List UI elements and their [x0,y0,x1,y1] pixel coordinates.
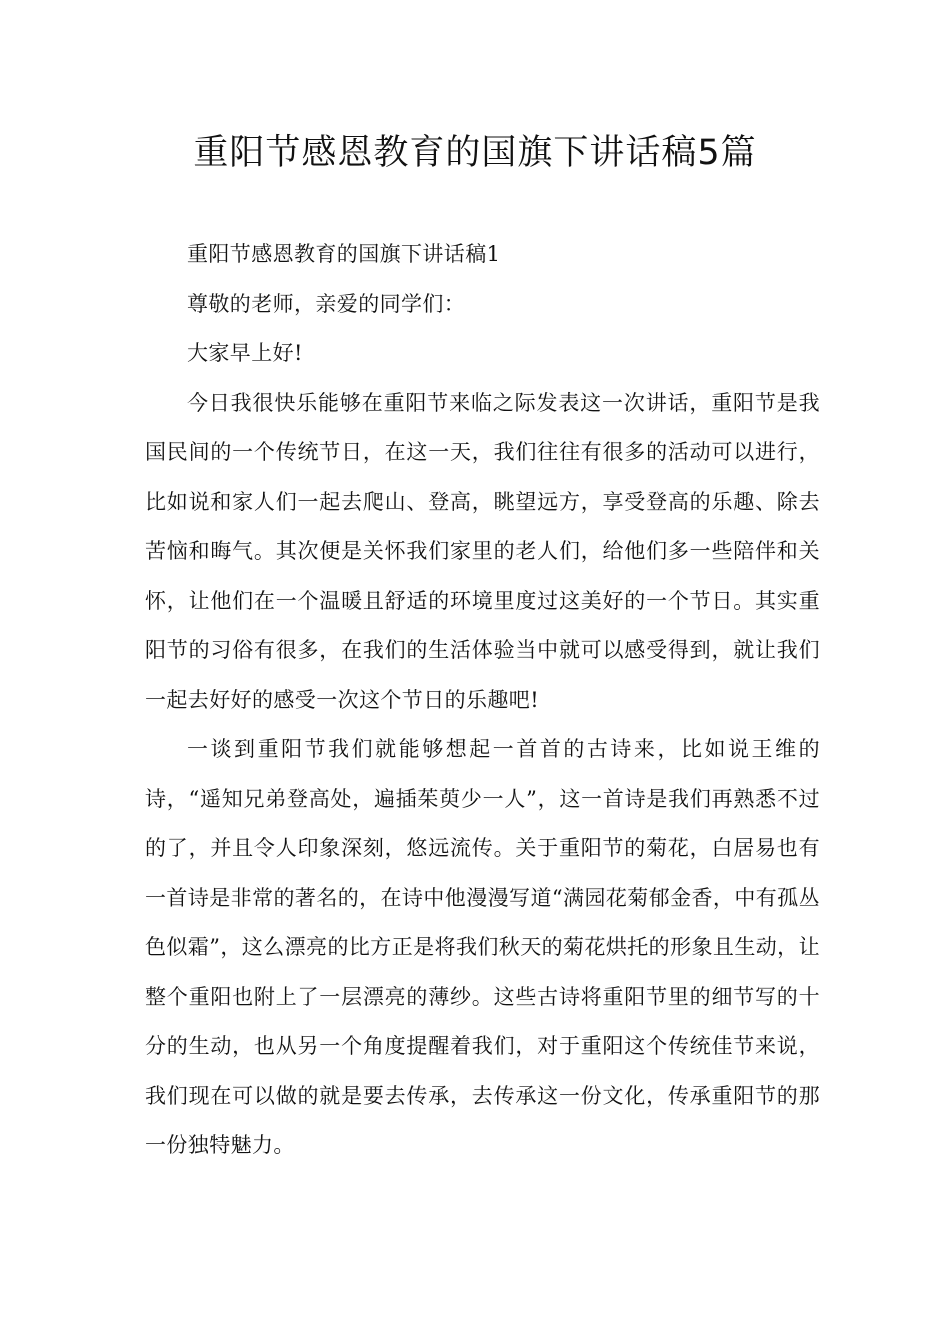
salutation: 尊敬的老师，亲爱的同学们： [187,291,466,316]
body-paragraph: 一谈到重阳节我们就能够想起一首首的古诗来，比如说王维的诗，“遥知兄弟登高处，遍插茱萸少一人”，这一首诗是我们再熟悉不过的了，并且令人印象深刻，悠远流传。关于重阳节的菊花，白居易也有一首诗是非常的著名的，在诗中他漫漫写道“满园花菊郁金香，中有孤丛色似霜”，这么漂亮的比方正是将我们秋天的菊花烘托的形象且生动，让整个重阳也附上了一层漂亮的薄纱。这些古诗将重阳节里的细节写的十分的生动，也从另一个角度提醒着我们，对于重阳这个传统佳节来说，我们现在可以做的就是要去传承，去传承这一份文化，传承重阳节的那一份独特魅力。 [145,737,820,1157]
greeting: 大家早上好! [187,341,303,365]
section-heading: 重阳节感恩教育的国旗下讲话稿1 [187,242,501,266]
document-title: 重阳节感恩教育的国旗下讲话稿5篇 [193,133,757,173]
document-body [145,230,820,1171]
body-paragraph: 今日我很快乐能够在重阳节来临之际发表这一次讲话，重阳节是我国民间的一个传统节日，在这一天，我们往往有很多的活动可以进行，比如说和家人们一起去爬山、登高，眺望远方，享受登高的乐趣、除去苦恼和晦气。其次便是关怀我们家里的老人们，给他们多一些陪伴和关怀，让他们在一个温暖且舒适的环境里度过这美好的一个节日。其实重阳节的习俗有很多，在我们的生活体验当中就可以感受得到，就让我们一起去好好的感受一次这个节日的乐趣吧! [145,390,820,712]
